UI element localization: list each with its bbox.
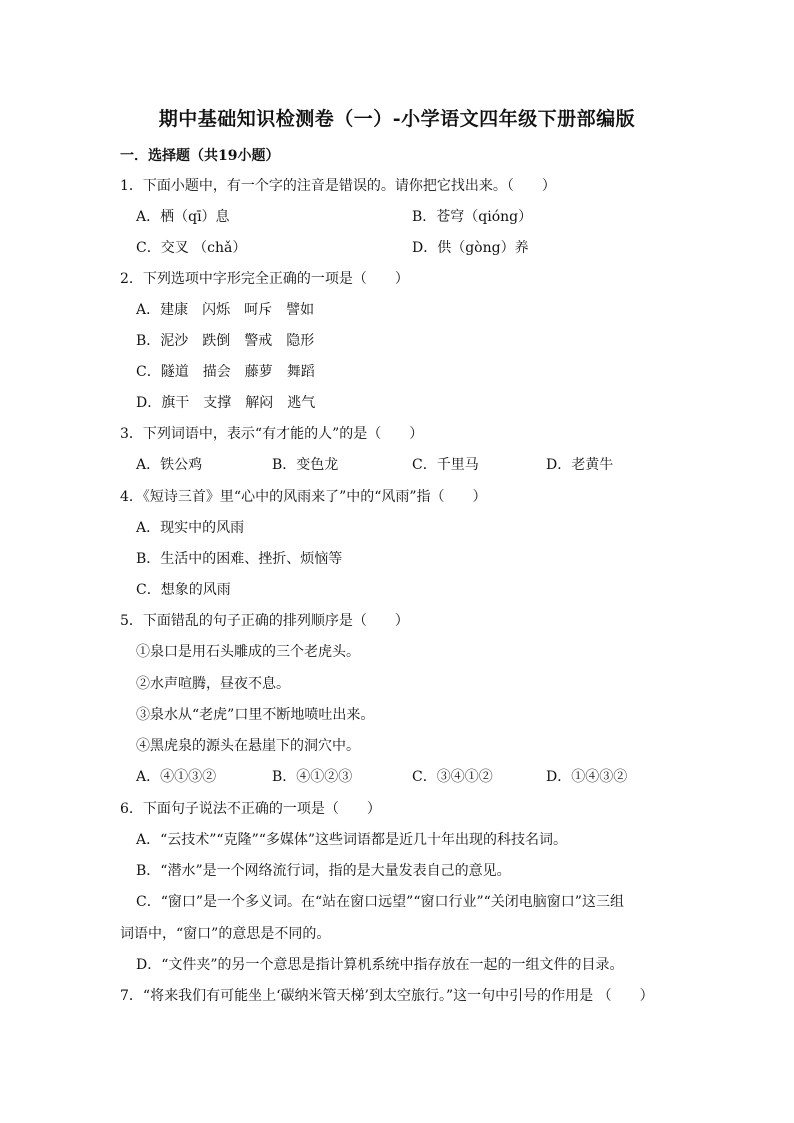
question-2-option-c: C．隧道 描会 藤萝 舞蹈 — [136, 364, 315, 380]
question-1-option-c: C．交叉 （chǎ） — [136, 240, 247, 256]
question-3-option-c: C．千里马 — [412, 457, 479, 473]
question-2-option-a: A．建康 闪烁 呵斥 譬如 — [136, 302, 315, 318]
question-4-stem: 4．《短诗三首》里“心中的风雨来了”中的“风雨”指（ ） — [120, 489, 487, 505]
question-2-stem: 2．下列选项中字形完全正确的一项是（ ） — [120, 271, 409, 287]
question-1-option-a: A．栖（qī）息 — [136, 209, 230, 225]
question-5-option-c: C．③④①② — [412, 769, 493, 785]
question-2-option-b: B．泥沙 跌倒 警戒 隐形 — [136, 333, 315, 349]
question-2-option-d: D．旗干 支撑 解闷 逃气 — [136, 395, 316, 411]
question-5-stem: 5．下面错乱的句子正确的排列顺序是（ ） — [120, 613, 409, 629]
question-3-stem: 3．下列词语中，表示“有才能的人”的是（ ） — [120, 426, 424, 442]
question-3-option-b: B．变色龙 — [272, 457, 339, 473]
question-1-stem: 1．下面小题中，有一个字的注音是错误的。请你把它找出来。（ ） — [120, 178, 556, 194]
question-3-option-a: A．铁公鸡 — [136, 457, 203, 473]
question-5-option-a: A．④①③② — [136, 769, 217, 785]
question-6-option-c-line-2: 词语中，“窗口”的意思是不同的。 — [120, 926, 331, 942]
question-4-option-b: B．生活中的困难、挫折、烦恼等 — [136, 551, 343, 567]
page-title: 期中基础知识检测卷（一）-小学语文四年级下册部编版 — [158, 108, 636, 130]
question-6-option-c-line-1: C．“窗口”是一个多义词。在“站在窗口远望”“窗口行业”“关闭电脑窗口”这三组 — [136, 894, 624, 910]
question-6-stem: 6．下面句子说法不正确的一项是（ ） — [120, 801, 381, 817]
question-1-option-b: B．苍穹（qióng） — [412, 209, 533, 225]
question-5-sentence-3: ③泉水从“老虎”口里不断地喷吐出来。 — [136, 707, 375, 723]
question-5-sentence-1: ①泉口是用石头雕成的三个老虎头。 — [136, 644, 360, 660]
question-5-sentence-4: ④黑虎泉的源头在悬崖下的洞穴中。 — [136, 738, 360, 754]
section-heading: 一．选择题（共19小题） — [120, 148, 280, 164]
question-5-option-d: D．①④③② — [546, 769, 628, 785]
question-4-option-a: A．现实中的风雨 — [136, 520, 245, 536]
question-5-option-b: B．④①②③ — [272, 769, 353, 785]
question-5-sentence-2: ②水声喧腾，昼夜不息。 — [136, 676, 290, 692]
question-6-option-a: A．“云技术”“克隆”“多媒体”这些词语都是近几十年出现的科技名词。 — [136, 832, 568, 848]
question-4-option-c: C．想象的风雨 — [136, 582, 231, 598]
question-1-option-d: D．供（gòng）养 — [412, 240, 529, 256]
question-7-stem: 7．“将来我们有可能坐上‘碳纳米管天梯’到太空旅行。”这一句中引号的作用是 （ ） — [120, 988, 654, 1004]
question-6-option-b: B．“潜水”是一个网络流行词，指的是大量发表自己的意见。 — [136, 863, 511, 879]
question-6-option-d: D．“文件夹”的另一个意思是指计算机系统中指存放在一起的一组文件的目录。 — [136, 957, 624, 973]
question-3-option-d: D．老黄牛 — [546, 457, 614, 473]
